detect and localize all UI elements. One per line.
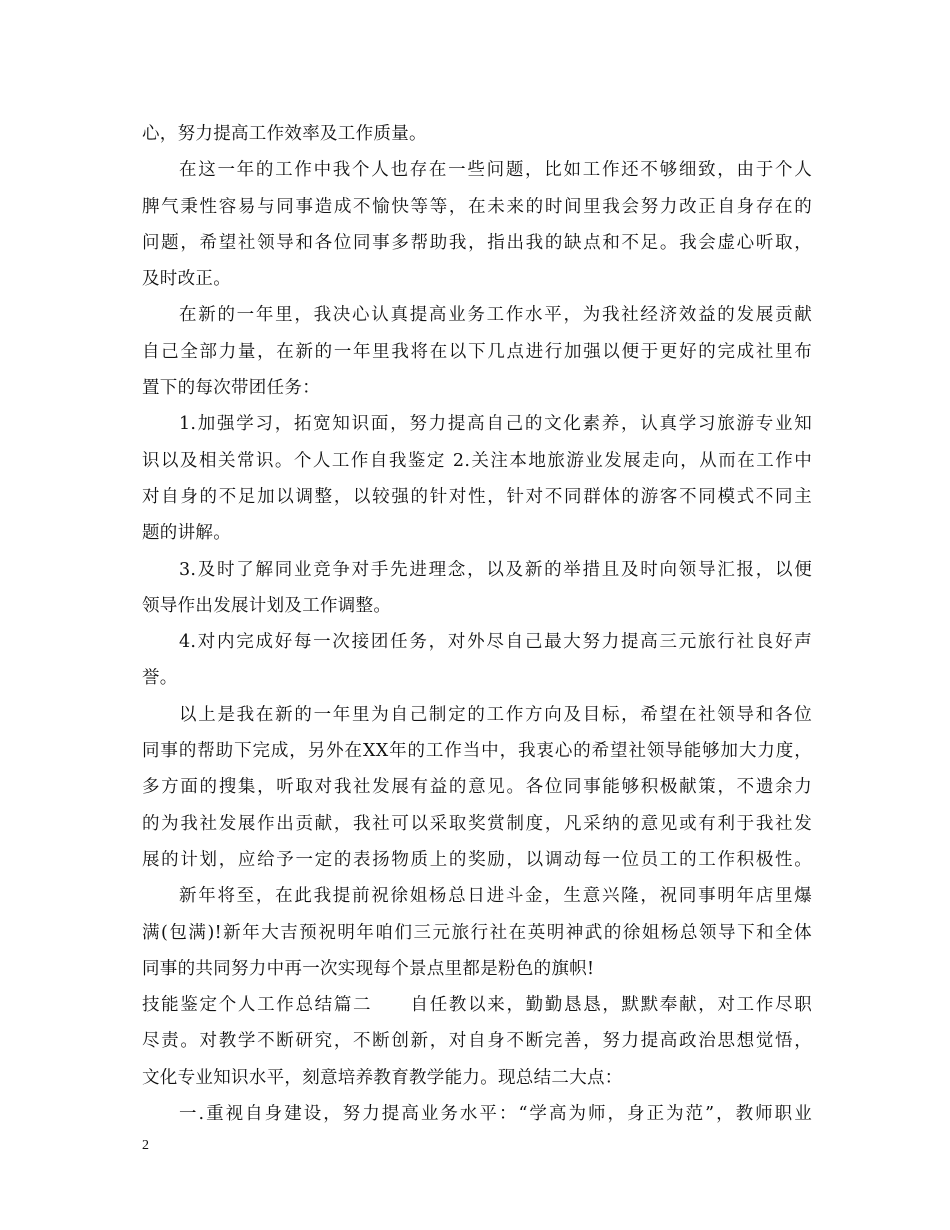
paragraph-start-line: 新年将至，在此我提前祝徐姐杨总日进斗金，生意兴隆，祝同事明年店里爆 (179, 886, 812, 907)
list-item-line: 4.对内完成好每一次接团任务，对外尽自己最大努力提高三元旅行社良好声 (179, 632, 812, 653)
document-body (142, 116, 812, 1132)
text-line: 置下的每次带团任务： (142, 378, 320, 399)
text-line: 同事的共同努力中再一次实现每个景点里都是粉色的旗帜! (142, 958, 595, 979)
paragraph-start-line: 在这一年的工作中我个人也存在一些问题，比如工作还不够细致，由于个人 (179, 160, 812, 181)
text-line: 问题，希望社领导和各位同事多帮助我，指出我的缺点和不足。我会虚心听取， (142, 232, 812, 253)
text-line: 对自身的不足加以调整，以较强的针对性，针对不同群体的游客不同模式不同主 (142, 486, 812, 507)
text-line: 尽责。对教学不断研究，不断创新，对自身不断完善，努力提高政治思想觉悟， (142, 1031, 812, 1052)
page-number: 2 (142, 1138, 149, 1153)
paragraph-start-line: 一.重视自身建设，努力提高业务水平：“学高为师，身正为范”，教师职业 (179, 1104, 812, 1125)
list-item-line: 1.加强学习，拓宽知识面，努力提高自己的文化素养，认真学习旅游专业知 (179, 414, 812, 435)
text-line: 的为我社发展作出贡献，我社可以采取奖赏制度，凡采纳的意见或有利于我社发 (142, 813, 812, 834)
text-line: 题的讲解。 (142, 523, 231, 544)
section-heading-line: 技能鉴定个人工作总结篇二 自任教以来，勤勤恳恳，默默奉献，对工作尽职 (142, 995, 812, 1016)
text-line: 及时改正。 (142, 269, 231, 290)
text-line: 文化专业知识水平，刻意培养教育教学能力。现总结二大点： (142, 1067, 623, 1088)
paragraph-start-line: 以上是我在新的一年里为自己制定的工作方向及目标，希望在社领导和各位 (179, 704, 812, 725)
text-line: 识以及相关常识。个人工作自我鉴定 2.关注本地旅游业发展走向，从而在工作中 (142, 450, 812, 471)
text-line: 领导作出发展计划及工作调整。 (142, 595, 392, 616)
list-item-line: 3.及时了解同业竞争对手先进理念，以及新的举措且及时向领导汇报，以便 (179, 559, 812, 580)
text-line: 誉。 (142, 668, 178, 689)
text-line: 同事的帮助下完成，另外在XX年的工作当中，我衷心的希望社领导能够加大力度， (142, 741, 812, 762)
text-line: 心，努力提高工作效率及工作质量。 (142, 124, 427, 144)
text-line: 脾气秉性容易与同事造成不愉快等等，在未来的时间里我会努力改正自身存在的 (142, 196, 812, 217)
text-line: 展的计划，应给予一定的表扬物质上的奖励，以调动每一位员工的工作积极性。 (142, 849, 812, 870)
text-line: 多方面的搜集，听取对我社发展有益的意见。各位同事能够积极献策，不遗余力 (142, 777, 812, 798)
text-line: 自己全部力量，在新的一年里我将在以下几点进行加强以便于更好的完成社里布 (142, 341, 812, 362)
paragraph-start-line: 在新的一年里，我决心认真提高业务工作水平，为我社经济效益的发展贡献 (179, 305, 812, 326)
text-line: 满(包满)!新年大吉预祝明年咱们三元旅行社在英明神武的徐姐杨总领导下和全体 (142, 922, 812, 943)
